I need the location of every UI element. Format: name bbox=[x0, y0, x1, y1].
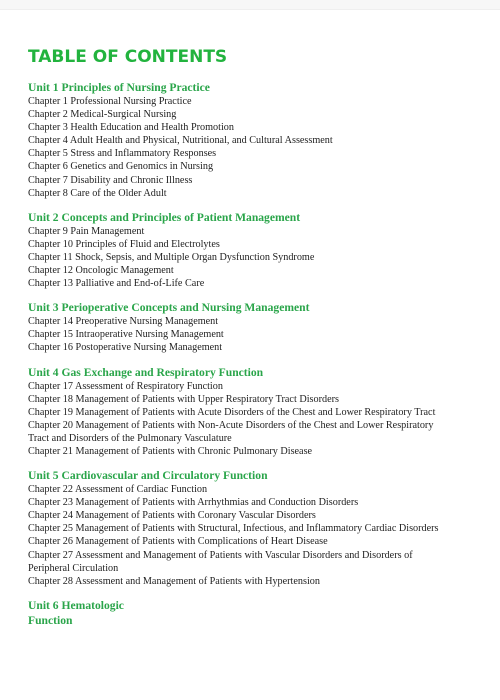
chapter-entry: Chapter 15 Intraoperative Nursing Management bbox=[28, 329, 224, 341]
unit-title: Unit 4 Gas Exchange and Respiratory Function bbox=[28, 365, 264, 379]
toc-unit-4 bbox=[28, 365, 490, 459]
chapter-entry: Chapter 18 Management of Patients with Upper Respiratory Tract Disorders bbox=[28, 393, 339, 405]
chapter-entry: Chapter 1 Professional Nursing Practice bbox=[28, 96, 192, 107]
chapter-entry: Chapter 26 Management of Patients with Complications of Heart Disease bbox=[28, 536, 328, 548]
chapter-entry: Chapter 3 Health Education and Health Promotion bbox=[28, 122, 234, 134]
chapter-entry: Chapter 21 Management of Patients with Chronic Pulmonary Disease bbox=[28, 445, 313, 457]
chapter-entry: Chapter 20 Management of Patients with Non-Acute Disorders of the Chest and Lower Respiratory Tract and Disorders of the Pulmonary Vasculature bbox=[28, 419, 434, 444]
chapter-entry: Chapter 5 Stress and Inflammatory Responses bbox=[28, 148, 217, 160]
chapter-list bbox=[28, 95, 490, 200]
chapter-entry: Chapter 8 Care of the Older Adult bbox=[28, 187, 167, 199]
chapter-entry: Chapter 7 Disability and Chronic Illness bbox=[28, 174, 193, 186]
chapter-entry: Chapter 17 Assessment of Respiratory Function bbox=[28, 380, 223, 392]
chapter-entry: Chapter 2 Medical-Surgical Nursing bbox=[28, 109, 177, 121]
chapter-entry: Chapter 24 Management of Patients with Coronary Vascular Disorders bbox=[28, 510, 316, 522]
chapter-entry: Chapter 27 Assessment and Management of Patients with Vascular Disorders and Disorders of Peripheral Circulation bbox=[28, 549, 413, 574]
unit-title-line-1: Unit 6 Hematologic bbox=[28, 598, 124, 612]
chapter-entry: Chapter 19 Management of Patients with Acute Disorders of the Chest and Lower Respiratory Tract bbox=[28, 406, 436, 418]
chapter-entry: Chapter 16 Postoperative Nursing Management bbox=[28, 342, 223, 354]
toc-unit-3 bbox=[28, 300, 490, 354]
unit-title: Unit 2 Concepts and Principles of Patient Management bbox=[28, 210, 301, 224]
chapter-list bbox=[28, 380, 490, 459]
chapter-entry: Chapter 10 Principles of Fluid and Electrolytes bbox=[28, 238, 220, 250]
chapter-entry: Chapter 4 Adult Health and Physical, Nutritional, and Cultural Assessment bbox=[28, 135, 333, 147]
chapter-entry: Chapter 23 Management of Patients with Arrhythmias and Conduction Disorders bbox=[28, 497, 359, 509]
toc-unit-2 bbox=[28, 210, 490, 290]
unit-title-line-2: Function bbox=[28, 613, 73, 627]
chapter-entry: Chapter 25 Management of Patients with Structural, Infectious, and Inflammatory Cardiac Disorders bbox=[28, 523, 439, 535]
toc-unit-1 bbox=[28, 80, 490, 200]
chapter-entry: Chapter 6 Genetics and Genomics in Nursing bbox=[28, 161, 214, 173]
unit-title: Unit 5 Cardiovascular and Circulatory Function bbox=[28, 469, 268, 483]
chapter-entry: Chapter 22 Assessment of Cardiac Function bbox=[28, 484, 208, 496]
toc-unit-5 bbox=[28, 468, 490, 588]
chapter-entry: Chapter 9 Pain Management bbox=[28, 225, 145, 237]
chapter-entry: Chapter 12 Oncologic Management bbox=[28, 265, 174, 277]
chapter-entry: Chapter 14 Preoperative Nursing Management bbox=[28, 316, 219, 328]
chapter-list bbox=[28, 483, 490, 588]
chapter-list bbox=[28, 315, 490, 354]
chapter-entry: Chapter 11 Shock, Sepsis, and Multiple Organ Dysfunction Syndrome bbox=[28, 251, 315, 263]
chapter-entry: Chapter 13 Palliative and End-of-Life Care bbox=[28, 278, 205, 290]
unit-title: Unit 1 Principles of Nursing Practice bbox=[28, 81, 210, 94]
unit-title: Unit 3 Perioperative Concepts and Nursing Management bbox=[28, 301, 310, 315]
chapter-list bbox=[28, 225, 490, 290]
page-top-strip bbox=[0, 0, 500, 10]
toc-unit-6 bbox=[28, 598, 490, 628]
toc-content bbox=[28, 80, 490, 638]
page-title: TABLE OF CONTENTS bbox=[28, 47, 228, 67]
chapter-entry: Chapter 28 Assessment and Management of Patients with Hypertension bbox=[28, 575, 320, 587]
